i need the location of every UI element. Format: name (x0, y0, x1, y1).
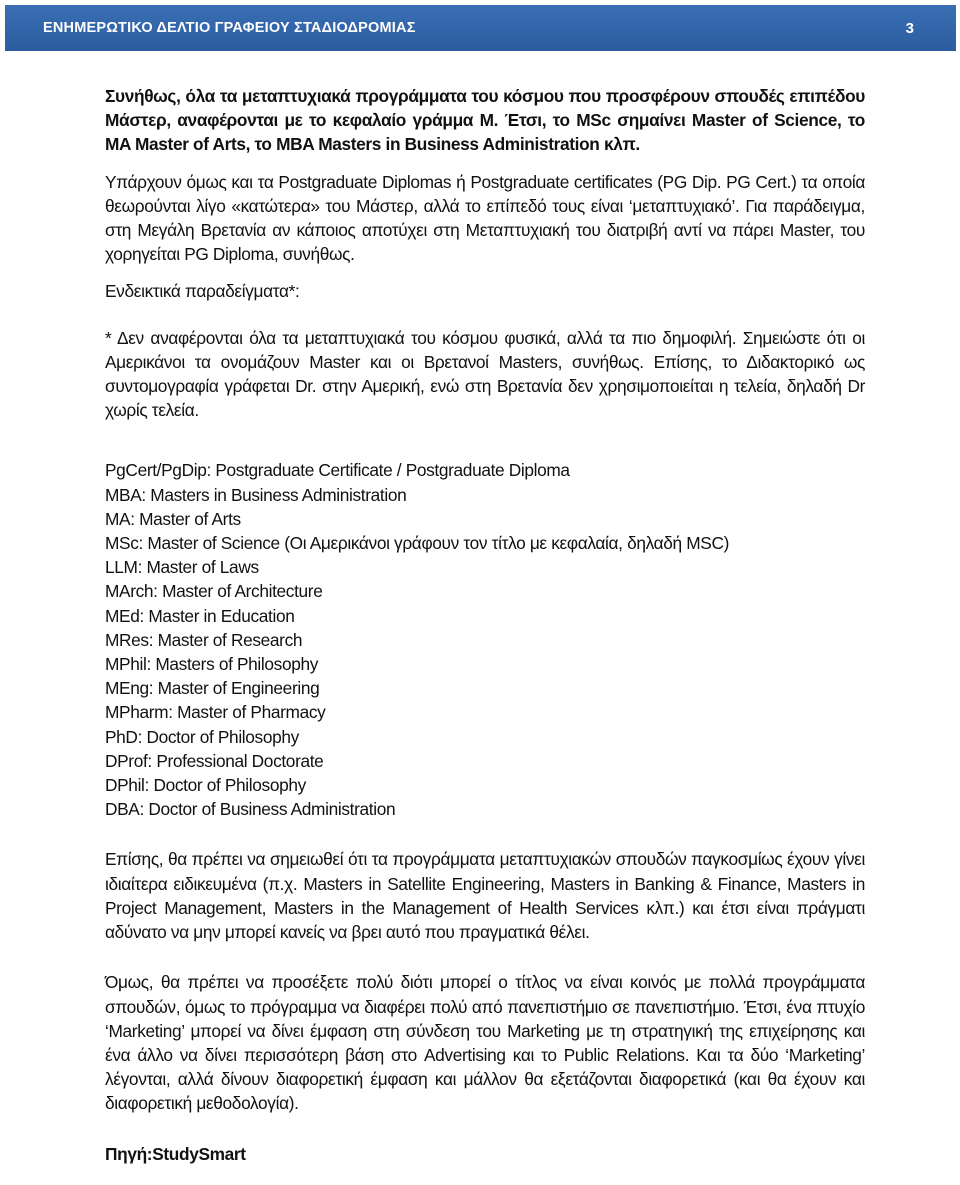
page-header (5, 5, 956, 51)
abbreviation-list (105, 458, 865, 821)
newsletter-title: ΕΝΗΜΕΡΩΤΙΚΟ ΔΕΛΤΙΟ ΓΡΑΦΕΙΟΥ ΣΤΑΔΙΟΔΡΟΜΙΑΣ (43, 20, 416, 36)
abbreviation-item: MRes: Master of Research (105, 629, 303, 650)
caution-paragraph: Όμως, θα πρέπει να προσέξετε πολύ διότι μπορεί ο τίτλος να είναι κοινός με πολλά προγράμματα σπουδών, όμως το πρόγραμμα να διαφέρει πολύ από πανεπιστήμιο σε πανεπιστήμιο. Έτσι, ένα πτυχίο ‘Marketing’ μπορεί να δίνει έμφαση στη σύνδεση του Marketing με τη στρατηγική της επιχείρησης και ένα άλλο να δίνει περισσότερη βάση στο Advertising και το Public Relations. Και τα δύο ‘Marketing’ λέγονται, αλλά δίνουν διαφορετική έμφαση και μάλλον θα εξετάζονται διαφορετικά (και θα έχουν και διαφορετική μεθοδολογία). (105, 972, 865, 1114)
abbreviation-item: MPharm: Master of Pharmacy (105, 702, 326, 723)
abbreviation-item: DBA: Doctor of Business Administration (105, 799, 396, 820)
specialization-paragraph: Επίσης, θα πρέπει να σημειωθεί ότι τα προγράμματα μεταπτυχιακών σπουδών παγκοσμίως έχουν γίνει ιδιαίτερα ειδικευμένα (π.χ. Masters in Satellite Engineering, Masters in Banking & Finance, Masters in Project Management, Masters in the Management of Health Services κλπ.) και έτσι είναι πράγματι αδύνατο να μην μπορεί κανείς να βρει αυτό που πραγματικά θέλει. (105, 849, 865, 943)
abbreviation-item: PhD: Doctor of Philosophy (105, 726, 299, 747)
abbreviation-item: LLM: Master of Laws (105, 557, 259, 578)
source-credit: Πηγή:StudySmart (105, 1143, 246, 1164)
abbreviation-item: DPhil: Doctor of Philosophy (105, 775, 306, 796)
examples-heading: Ενδεικτικά παραδείγματα*: (105, 281, 300, 302)
abbreviation-item: MBA: Masters in Business Administration (105, 484, 407, 505)
abbreviation-item: MEng: Master of Engineering (105, 678, 320, 699)
abbreviation-item: MArch: Master of Architecture (105, 581, 323, 602)
abbreviation-item: MPhil: Masters of Philosophy (105, 654, 319, 675)
abbreviation-item: DProf: Professional Doctorate (105, 750, 324, 771)
abbreviation-item: MEd: Master in Education (105, 605, 295, 626)
document-body (105, 84, 865, 1166)
intro-paragraph: Συνήθως, όλα τα μεταπτυχιακά προγράμματα του κόσμου που προσφέρουν σπουδές επιπέδου Μάστερ, αναφέρονται με το κεφαλαίο γράμμα M. Έτσι, το MSc σημαίνει Master of Science, το MA Master of Arts, το MBA Masters in Business Administration κλπ. (105, 86, 865, 155)
footnote-paragraph: * Δεν αναφέρονται όλα τα μεταπτυχιακά του κόσμου φυσικά, αλλά τα πιο δημοφιλή. Σημειώστε ότι οι Αμερικάνοι τα ονομάζουν Master και οι Βρετανοί Masters, συνήθως. Επίσης, το Διδακτορικό ως συντομογραφία γράφεται Dr. στην Αμερική, ενώ στη Βρετανία δεν χρησιμοποιείται η τελεία, δηλαδή Dr χωρίς τελεία. (105, 327, 865, 421)
abbreviation-item: MSc: Master of Science (Οι Αμερικάνοι γράφουν τον τίτλο με κεφαλαία, δηλαδή MSC) (105, 533, 730, 554)
abbreviation-item: PgCert/PgDip: Postgraduate Certificate / Postgraduate Diploma (105, 460, 570, 481)
abbreviation-item: MA: Master of Arts (105, 508, 241, 529)
page-number: 3 (905, 19, 914, 37)
postgraduate-diplomas-paragraph: Υπάρχουν όμως και τα Postgraduate Diplomas ή Postgraduate certificates (PG Dip. PG Cert.) τα οποία θεωρούνται λίγο «κατώτερα» του Μάστερ, αλλά το επίπεδό τους είναι ‘μεταπτυχιακό’. Για παράδειγμα, στη Μεγάλη Βρετανία αν κάποιος αποτύχει στη Μεταπτυχιακή του διατριβή αντί να πάρει Master, του χορηγείται PG Diploma, συνήθως. (105, 171, 865, 265)
